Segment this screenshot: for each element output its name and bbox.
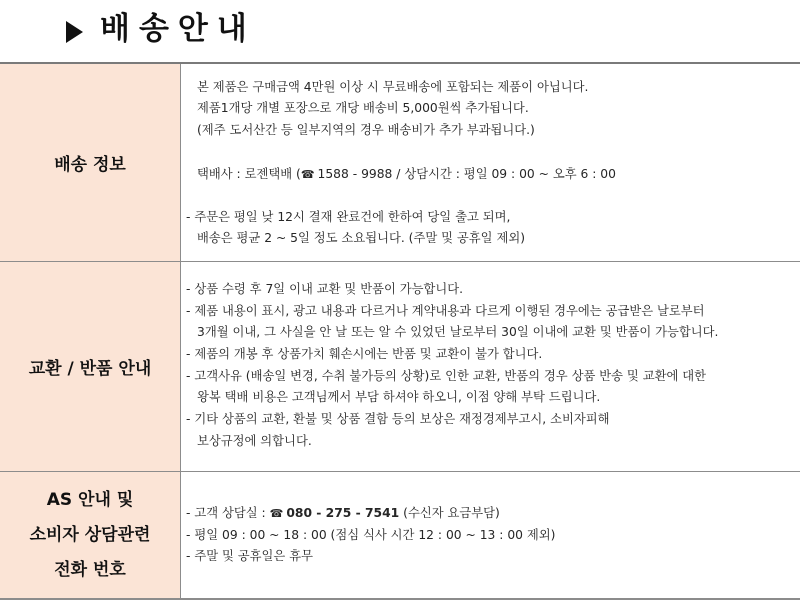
shipping-info-label: 배송 정보: [0, 64, 181, 261]
courier-prefix: 택배사 : 로젠택배 (: [197, 167, 301, 181]
as-contact-content: [186, 472, 796, 598]
play-arrow-icon: [66, 21, 83, 43]
holiday-line: - 주말 및 공휴일은 휴무: [186, 549, 313, 563]
exchange-line: 보상규정에 의합니다.: [197, 434, 312, 448]
as-label-line: 소비자 상담관련: [29, 524, 151, 545]
exchange-line: - 기타 상품의 교환, 환불 및 상품 결함 등의 보상은 재정경제부고시, 소비자피해: [186, 412, 610, 426]
business-hours-line: - 평일 09 : 00 ~ 18 : 00 (점심 식사 시간 12 : 00 ~ 13 : 00 제외): [186, 528, 556, 542]
phone-icon: ☎: [269, 507, 284, 520]
shipping-notice-line: - 주문은 평일 낮 12시 결재 완료건에 한하여 당일 출고 되며,: [186, 210, 511, 224]
customer-center-number[interactable]: 080 - 275 - 7541: [286, 506, 400, 520]
shipping-notice-line: 배송은 평균 2 ~ 5일 정도 소요됩니다. (주말 및 공휴일 제외): [197, 231, 525, 245]
phone-icon: ☎: [300, 168, 315, 181]
customer-center-note: (수신자 요금부담): [403, 506, 500, 520]
exchange-return-content: [186, 262, 796, 471]
shipping-line: 제품1개당 개별 포장으로 개당 배송비 5,000원씩 추가됩니다.: [197, 101, 529, 115]
exchange-line: - 상품 수령 후 7일 이내 교환 및 반품이 가능합니다.: [186, 282, 464, 296]
as-contact-section: [0, 472, 800, 600]
shipping-line: (제주 도서산간 등 일부지역의 경우 배송비가 추가 부과됩니다.): [197, 123, 535, 137]
as-label-line: AS 안내 및: [46, 489, 134, 510]
exchange-line: - 제품의 개봉 후 상품가치 훼손시에는 반품 및 교환이 불가 합니다.: [186, 347, 543, 361]
customer-center-line: [186, 503, 500, 525]
as-contact-label: [0, 472, 181, 598]
shipping-info-content: [186, 64, 796, 261]
page-title: 배송안내: [100, 11, 256, 47]
shipping-line: 본 제품은 구매금액 4만원 이상 시 무료배송에 포함되는 제품이 아닙니다.: [197, 80, 589, 94]
exchange-line: 왕복 택배 비용은 고객님께서 부담 하셔야 하오니, 이점 양해 부탁 드립니다.: [197, 390, 601, 404]
exchange-line: - 제품 내용이 표시, 광고 내용과 다르거나 계약내용과 다르게 이행된 경우에는 공급받은 날로부터: [186, 304, 705, 318]
exchange-return-section: [0, 262, 800, 472]
title-bar: [0, 0, 800, 64]
shipping-info-section: [0, 64, 800, 262]
exchange-line: - 고객사유 (배송일 변경, 수취 불가등의 상황)로 인한 교환, 반품의 경우 상품 반송 및 교환에 대한: [186, 369, 706, 383]
customer-center-prefix: - 고객 상담실 :: [186, 506, 266, 520]
courier-line: [186, 164, 616, 186]
exchange-return-label: 교환 / 반품 안내: [0, 262, 181, 471]
exchange-line: 3개월 이내, 그 사실을 안 날 또는 알 수 있었던 날로부터 30일 이내에 교환 및 반품이 가능합니다.: [197, 325, 719, 339]
as-label-line: 전화 번호: [54, 559, 126, 580]
courier-details: 1588 - 9988 / 상담시간 : 평일 09 : 00 ~ 오후 6 : 00: [317, 167, 616, 181]
